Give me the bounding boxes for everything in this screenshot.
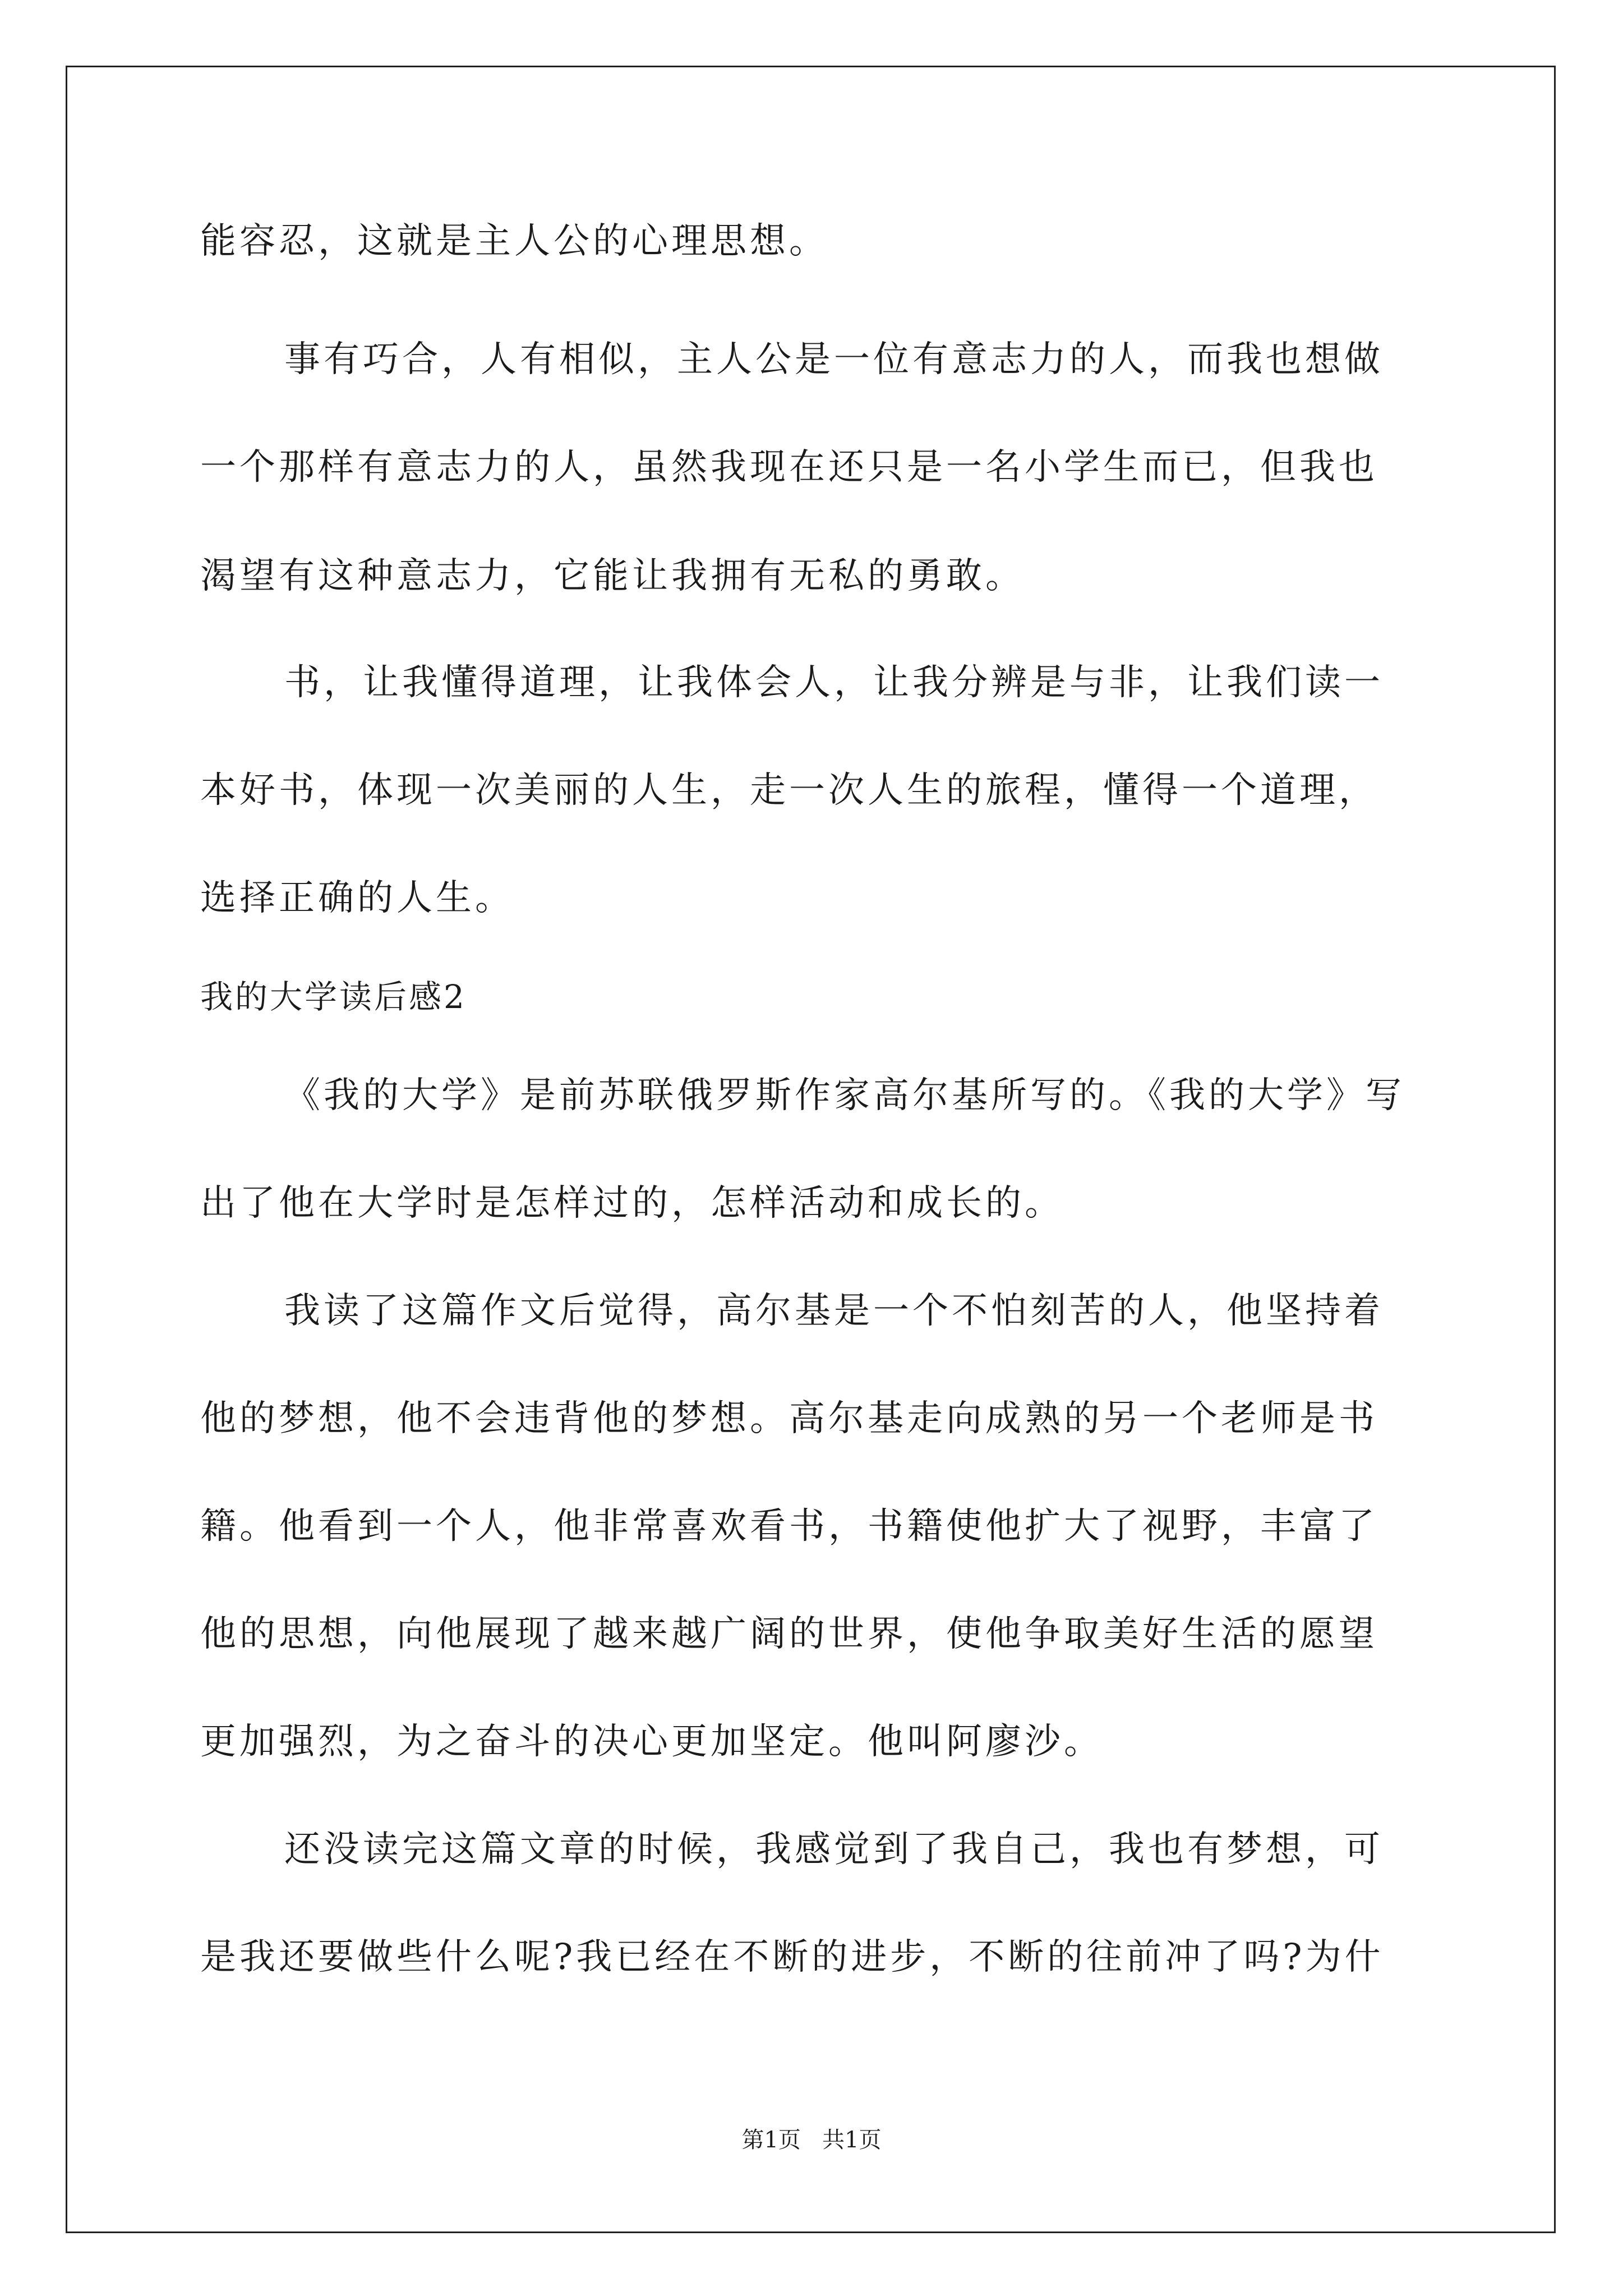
page-frame bbox=[66, 66, 1556, 2233]
paragraph-first-line: 我读了这篇作文后觉得，高尔基是一个不怕刻苦的人，他坚持着 bbox=[284, 1290, 1384, 1332]
body-line: 出了他在大学时是怎样过的，怎样活动和成长的。 bbox=[200, 1182, 1064, 1224]
paragraph-first-line: 还没读完这篇文章的时候，我感觉到了我自己，我也有梦想，可 bbox=[284, 1829, 1384, 1870]
body-line: 一个那样有意志力的人，虽然我现在还只是一名小学生而已，但我也 bbox=[200, 447, 1378, 488]
body-line: 更加强烈，为之奋斗的决心更加坚定。他叫阿廖沙。 bbox=[200, 1721, 1103, 1763]
body-line: 他的梦想，他不会违背他的梦想。高尔基走向成熟的另一个老师是书 bbox=[200, 1398, 1378, 1439]
section-heading: 我的大学读后感2 bbox=[200, 978, 467, 1016]
body-line: 是我还要做些什么呢?我已经在不断的进步，不断的往前冲了吗?为什 bbox=[200, 1936, 1384, 1978]
body-line: 能容忍，这就是主人公的心理思想。 bbox=[200, 220, 828, 262]
paragraph-first-line: 事有巧合，人有相似，主人公是一位有意志力的人，而我也想做 bbox=[284, 339, 1384, 380]
paragraph-first-line: 《我的大学》是前苏联俄罗斯作家高尔基所写的。《我的大学》写 bbox=[284, 1075, 1405, 1116]
body-line: 本好书，体现一次美丽的人生，走一次人生的旅程，懂得一个道理， bbox=[200, 770, 1378, 811]
body-line: 选择正确的人生。 bbox=[200, 877, 514, 919]
paragraph-first-line: 书，让我懂得道理，让我体会人，让我分辨是与非，让我们读一 bbox=[284, 662, 1384, 703]
body-line: 渴望有这种意志力，它能让我拥有无私的勇敢。 bbox=[200, 555, 1025, 597]
body-line: 籍。他看到一个人，他非常喜欢看书，书籍使他扩大了视野，丰富了 bbox=[200, 1506, 1378, 1547]
body-line: 他的思想，向他展现了越来越广阔的世界，使他争取美好生活的愿望 bbox=[200, 1613, 1378, 1655]
page-footer: 第1页 共1页 bbox=[741, 2127, 882, 2153]
